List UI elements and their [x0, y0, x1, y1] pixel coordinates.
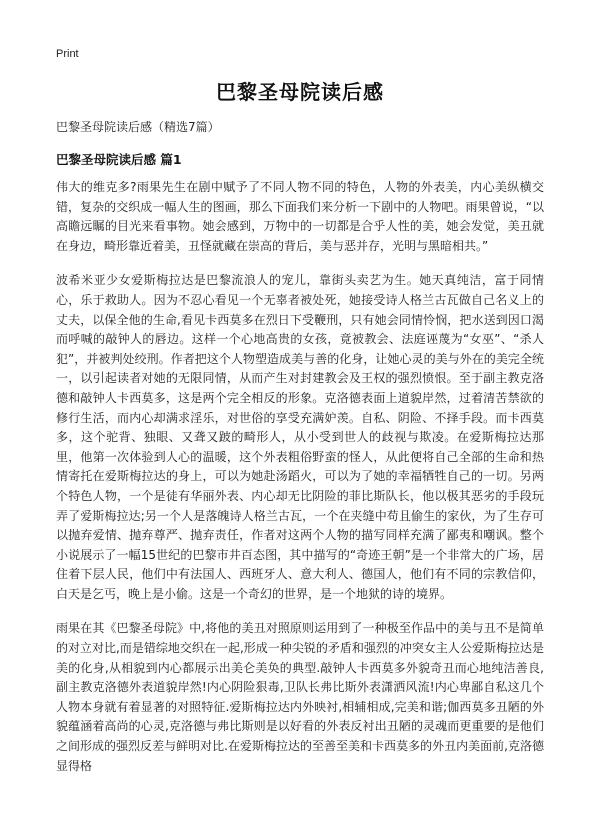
document-subtitle: 巴黎圣母院读后感（精选7篇） — [56, 120, 220, 134]
section-heading: 巴黎圣母院读后感 篇1 — [56, 152, 182, 167]
paragraph: 雨果在其《巴黎圣母院》中,将他的美丑对照原则运用到了一种极至作品中的美与丑不是简单的对立对比,而是错综地交织在一起,形成一种尖锐的矛盾和强烈的冲突女主人公爱斯梅拉达是美的化身,从相貌到内心都展示出美仑美奂的典型.敲钟人卡西莫多外貌奇丑而心地纯洁善良,副主教克洛德外表道貌岸然!内心阴险狠毒,卫队长弗比斯外表潇洒风流!内心卑鄙自私这几个人物本身就有着显著的对照特征.爱斯梅拉达内外映衬,相辅相成,完美和谐;伽西莫多丑陋的外貌蕴涵着高尚的心灵,克洛德与弗比斯则是以好看的外表反衬出丑陋的灵魂而更重要的是他们之间形成的强烈反差与鲜明对比.在爱斯梅拉达的至善至美和卡西莫多的外丑内美面前,克洛德显得格 — [56, 621, 544, 773]
paragraph: 波希米亚少女爱斯梅拉达是巴黎流浪人的宠儿，靠街头卖艺为生。她天真纯洁，富于同情心，乐于救助人。因为不忍心看见一个无辜者被处死，她接受诗人格兰古瓦做自己名义上的丈夫，以保全他的生命,看见卡西莫多在烈日下受鞭刑，只有她会同情怜悯，把水送到因口渴而呼喊的敲钟人的唇边。这样一个心地高贵的女孩，竟被教会、法庭诬蔑为“女巫”、“杀人犯”，并被判处绞刑。作者把这个人物塑造成美与善的化身，让她心灵的美与外在的美完全统一，以引起读者对她的无限同情，从而产生对封建教会及王权的强烈愤恨。至于副主教克洛德和敲钟人卡西莫多，这是两个完全相反的形象。克洛德表面上道貌岸然，过着清苦禁欲的修行生活，而内心却满求淫乐，对世俗的享受充满妒羡。自私、阴险、不择手段。而卡西莫多，这个驼背、独眼、又聋又跛的畸形人，从小受到世人的歧视与欺凌。在爱斯梅拉达那里，他第一次体验到人心的温暖，这个外表粗俗野蛮的怪人，从此便将自己全部的生命和热情寄托在爱斯梅拉达的身上，可以为她赴汤蹈火，可以为了她的幸福牺牲自己的一切。另两个特色人物，一个是徒有华丽外表、内心却无比阴险的菲比斯队长，他以极其恶劣的手段玩弄了爱斯梅拉达;另一个人是落魄诗人格兰古瓦，一个在夹缝中苟且偷生的家伙，为了生存可以抛弃爱情、抛弃尊严、抛弃责任，作者对这两个人物的描写同样充满了鄙夷和嘲讽。整个小说展示了一幅15世纪的巴黎市井百态图，其中描写的“奇迹王朝”是一个非常大的广场，居住着下层人民，他们中有法国人、西班牙人、意大利人、德国人，他们有不同的宗教信仰，白天是乞丐，晚上是小偷。这是一个奇幻的世界，是一个地狱的诗的境界。 — [56, 273, 544, 601]
print-link[interactable]: Print — [56, 48, 79, 60]
page-title: 巴黎圣母院读后感 — [216, 80, 384, 104]
paragraph: 伟大的维克多?雨果先生在剧中赋予了不同人物不同的特色，人物的外表美，内心美纵横交错，复杂的交织成一幅人生的图画，那么下面我们来分析一下剧中的人物吧。雨果曾说，“以高瞻远瞩的目光来看事物。她会感到，万物中的一切都是合乎人性的美，她会发觉，美丑就在身边，畸形靠近着美，丑怪就藏在崇高的背后，美与恶并存，光明与黑暗相共。” — [56, 180, 544, 253]
article-body — [56, 178, 544, 776]
